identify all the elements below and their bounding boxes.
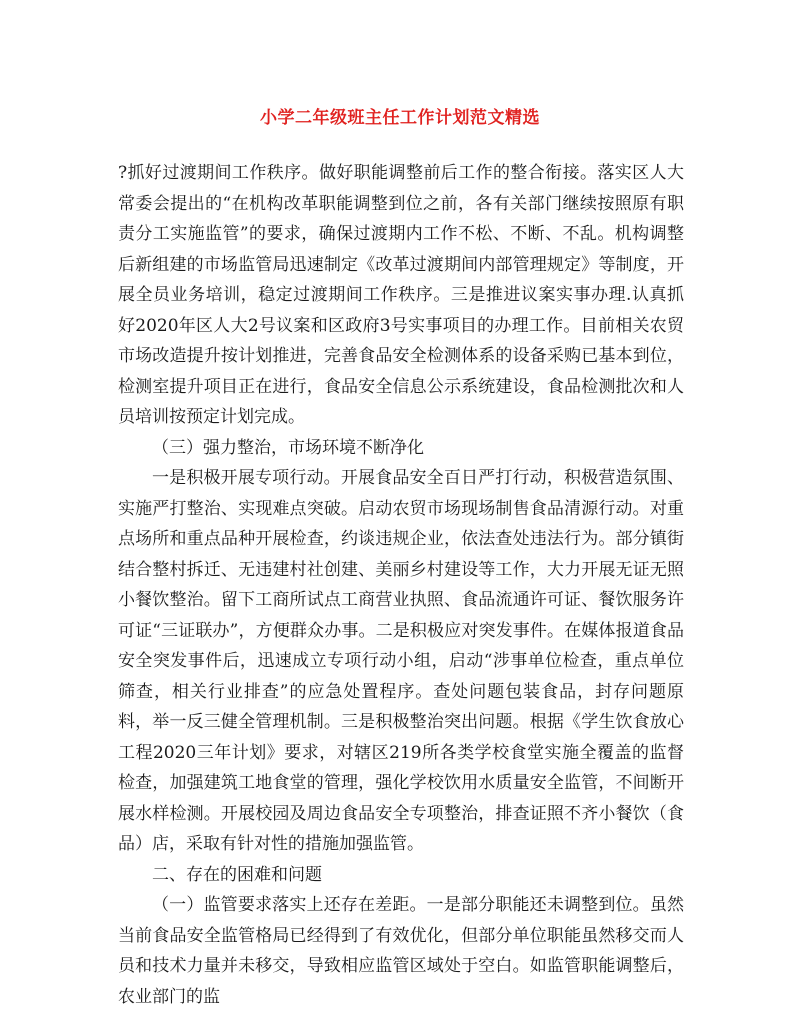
paragraph-transition-period: ?抓好过渡期间工作秩序。做好职能调整前后工作的整合衔接。落实区人大常委会提出的“在机构改革职能调整到位之前，各有关部门继续按照原有职责分工实施监管”的要求，确保过渡期内工作不松、不断、不乱。机构调整后新组建的市场监管局迅速制定《改革过渡期间内部管理规定》等制度，开展全员业务培训，稳定过渡期间工作秩序。三是推进议案实事办理.认真抓好2020年区人大2号议案和区政府3号实事项目的办理工作。目前相关农贸市场改造提升按计划推进，完善食品安全检测体系的设备采购已基本到位，检测室提升项目正在进行，食品安全信息公示系统建设，食品检测批次和人员培训按预定计划完成。 — [118, 163, 684, 427]
section-heading-difficulties: 二、存在的困难和问题 — [152, 864, 322, 885]
section-heading-rectification: （三）强力整治，市场环境不断净化 — [152, 437, 424, 458]
document-body — [118, 158, 684, 1012]
paragraph-supervision-gap: （一）监管要求落实上还存在差距。一是部分职能还未调整到位。虽然当前食品安全监管格局已经得到了有效优化，但部分单位职能虽然移交而人员和技术力量并未移交，导致相应监管区域处于空白。如监管职能调整后，农业部门的监 — [118, 895, 684, 1007]
document-title: 小学二年级班主任工作计划范文精选 — [260, 108, 540, 128]
paragraph-special-actions: 一是积极开展专项行动。开展食品安全百日严打行动，积极营造氛围、实施严打整治、实现难点突破。启动农贸市场现场制售食品清源行动。对重点场所和重点品种开展检查，约谈违规企业，依法查处违法行为。部分镇街结合整村拆迁、无违建村社创建、美丽乡村建设等工作，大力开展无证无照小餐饮整治。留下工商所试点工商营业执照、食品流通许可证、餐饮服务许可证“三证联办”，方便群众办事。二是积极应对突发事件。在媒体报道食品安全突发事件后，迅速成立专项行动小组，启动“涉事单位检查，重点单位筛查，相关行业排查”的应急处置程序。查处问题包装食品，封存问题原料，举一反三健全管理机制。三是积极整治突出问题。根据《学生饮食放心工程2020三年计划》要求，对辖区219所各类学校食堂实施全覆盖的监督检查，加强建筑工地食堂的管理，强化学校饮用水质量安全监管，不间断开展水样检测。开展校园及周边食品安全专项整治，排查证照不齐小餐饮（食品）店，采取有针对性的措施加强监管。 — [118, 468, 684, 854]
